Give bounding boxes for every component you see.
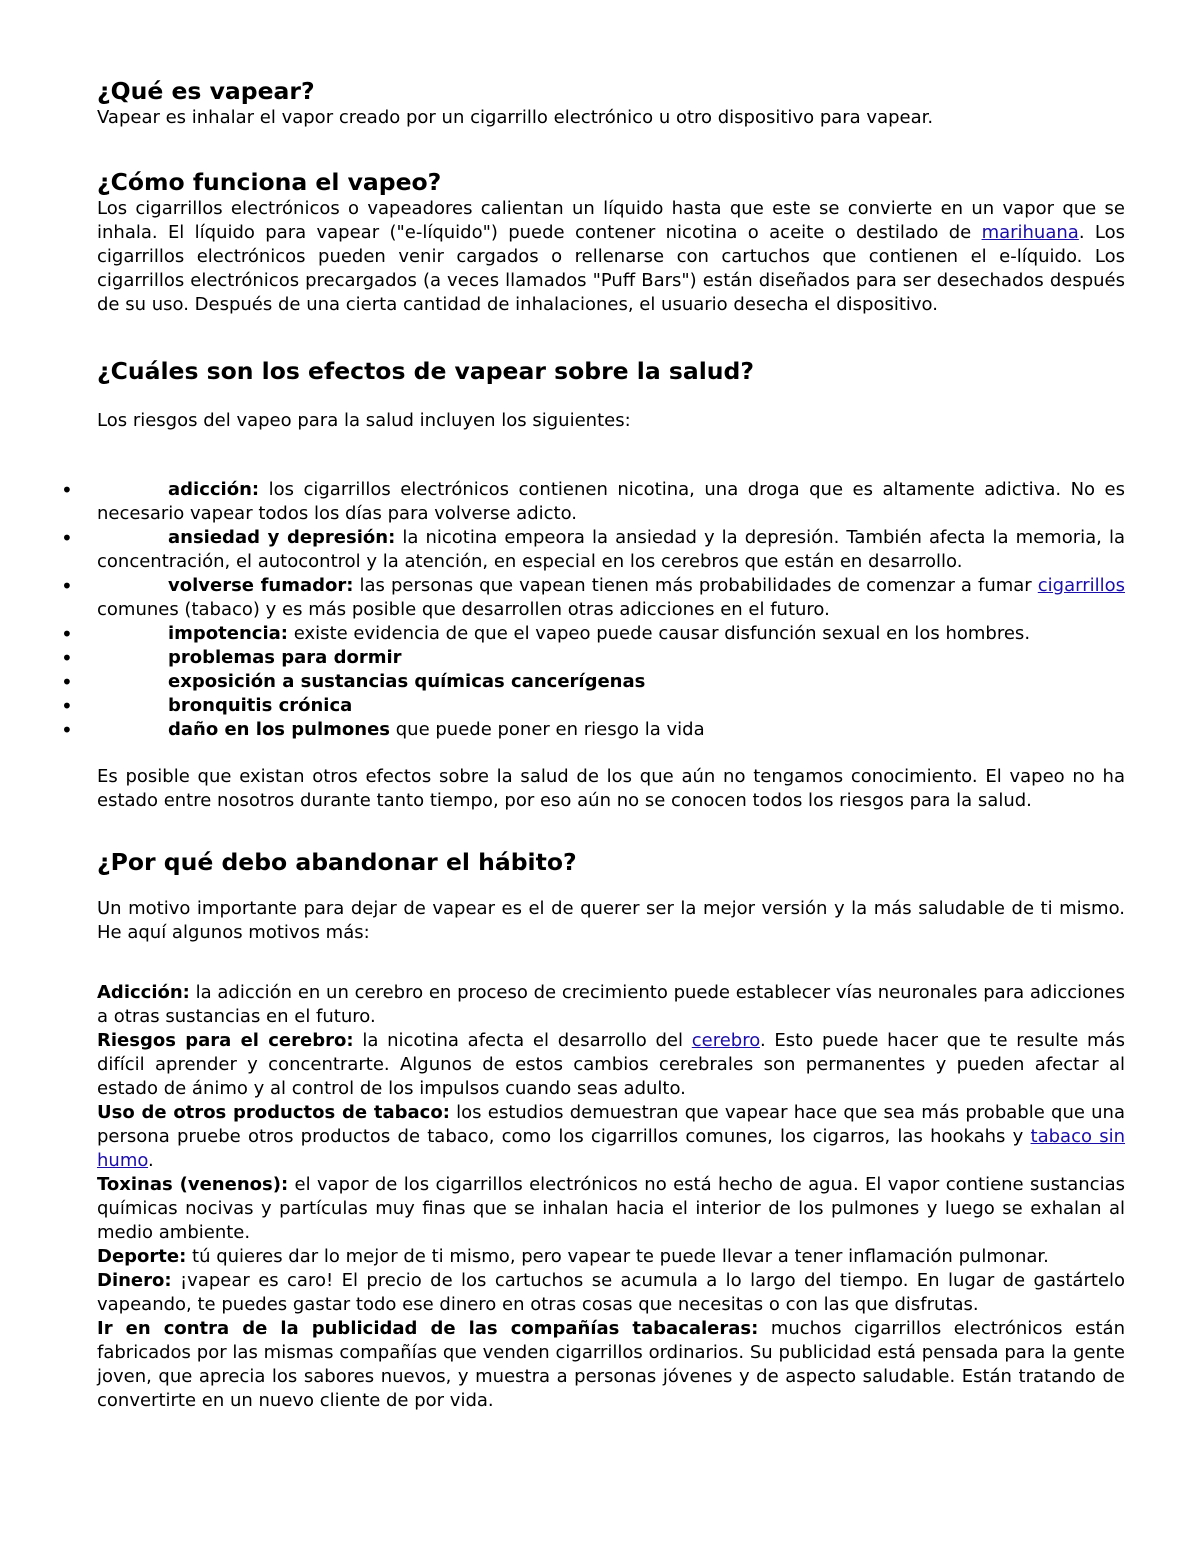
reason-text: ¡vapear es caro! El precio de los cartuchos se acumula a lo largo del tiempo. En lugar de gastártelo vapeando, te puedes gastar todo ese dinero en otras cosas que necesitas o con las que disfrutas. — [97, 1270, 1125, 1315]
list-item — [97, 574, 1125, 622]
list-item — [97, 478, 1125, 526]
list-item-label: impotencia: — [168, 623, 288, 644]
paragraph-que-es-vapear: Vapear es inhalar el vapor creado por un cigarrillo electrónico u otro dispositivo para vapear. — [97, 107, 934, 128]
reason-text: la nicotina afecta el desarrollo del — [353, 1030, 692, 1051]
document-page — [97, 76, 1125, 1413]
reason-item — [97, 1317, 1125, 1413]
link-cerebro[interactable]: cerebro — [691, 1030, 760, 1051]
list-item-text: los cigarrillos electrónicos contienen nicotina, una droga que es altamente adictiva. No es necesario vapear todos los días para volverse adicto. — [97, 479, 1125, 524]
link-marihuana[interactable]: marihuana — [981, 222, 1079, 243]
risks-list — [97, 478, 1125, 742]
list-item — [97, 646, 1125, 670]
reason-text: el vapor de los cigarrillos electrónicos no está hecho de agua. El vapor contiene sustancias químicas nocivas y partículas muy finas que se inhalan hacia el interior de los pulmones y luego se exhalan al medio ambiente. — [97, 1174, 1125, 1243]
list-item-label: exposición a sustancias químicas cancerígenas — [168, 671, 646, 692]
heading-como-funciona: ¿Cómo funciona el vapeo? — [97, 168, 442, 196]
reason-label: Adicción: — [97, 982, 190, 1003]
paragraph-text: . Los cigarrillos electrónicos pueden venir cargados o rellenarse con cartuchos que contienen el e-líquido. Los cigarrillos electrónicos precargados (a veces llamados "Puff Bars") están diseñados para ser desechados después de su uso. Después de una cierta cantidad de inhalaciones, el usuario desecha el dispositivo. — [97, 222, 1125, 315]
reason-item — [97, 981, 1125, 1029]
list-item-label: daño en los pulmones — [168, 719, 391, 740]
reason-text: la adicción en un cerebro en proceso de crecimiento puede establecer vías neuronales para adicciones a otras sustancias en el futuro. — [97, 982, 1125, 1027]
reason-label: Riesgos para el cerebro: — [97, 1030, 354, 1051]
list-item-label: bronquitis crónica — [168, 695, 353, 716]
reasons-block — [97, 981, 1125, 1413]
reason-label: Dinero: — [97, 1270, 172, 1291]
list-item-text: las personas que vapean tienen más probabilidades de comenzar a fumar — [353, 575, 1038, 596]
list-item — [97, 718, 1125, 742]
reason-text: tú quieres dar lo mejor de ti mismo, pero vapear te puede llevar a tener inflamación pulmonar. — [186, 1246, 1049, 1267]
reason-text: . Esto puede hacer que te resulte más difícil aprender y concentrarte. Algunos de estos cambios cerebrales son permanentes y pueden afectar al estado de ánimo y al control de los impulsos cuando seas adulto. — [97, 1030, 1125, 1099]
list-item-text: existe evidencia de que el vapeo puede causar disfunción sexual en los hombres. — [288, 623, 1031, 644]
list-item — [97, 694, 1125, 718]
reason-text: los estudios demuestran que vapear hace que sea más probable que una persona pruebe otros productos de tabaco, como los cigarrillos comunes, los cigarros, las hookahs y — [97, 1102, 1125, 1147]
list-item — [97, 622, 1125, 646]
list-item-text: la nicotina empeora la ansiedad y la depresión. También afecta la memoria, la concentración, el autocontrol y la atención, en especial en los cerebros que están en desarrollo. — [97, 527, 1125, 572]
paragraph-como-funciona — [97, 197, 1125, 317]
reason-text: muchos cigarrillos electrónicos están fabricados por las mismas compañías que venden cigarrillos ordinarios. Su publicidad está pensada para la gente joven, que aprecia los sabores nuevos, y muestra a personas jóvenes y de aspecto saludable. Están tratando de convertirte en un nuevo cliente de por vida. — [97, 1318, 1125, 1411]
list-item-text: comunes (tabaco) y es más posible que desarrollen otras adicciones en el futuro. — [97, 599, 830, 620]
reason-label: Toxinas (venenos): — [97, 1174, 289, 1195]
reason-item — [97, 1173, 1125, 1245]
reason-item — [97, 1269, 1125, 1317]
list-item-label: adicción: — [168, 479, 260, 500]
list-item-label: volverse fumador: — [168, 575, 354, 596]
list-item-label: ansiedad y depresión: — [168, 527, 396, 548]
paragraph-riesgos-intro: Los riesgos del vapeo para la salud incluyen los siguientes: — [97, 410, 631, 431]
reason-label: Ir en contra de la publicidad de las compañías tabacaleras: — [97, 1318, 759, 1339]
link-tabaco-sin-humo[interactable]: tabaco sin humo — [97, 1126, 1125, 1171]
reason-item — [97, 1245, 1125, 1269]
reason-item — [97, 1029, 1125, 1101]
heading-que-es-vapear: ¿Qué es vapear? — [97, 77, 315, 105]
heading-efectos-salud: ¿Cuáles son los efectos de vapear sobre la salud? — [97, 357, 754, 385]
reason-item — [97, 1101, 1125, 1173]
reason-label: Deporte: — [97, 1246, 187, 1267]
paragraph-otros-efectos: Es posible que existan otros efectos sobre la salud de los que aún no tengamos conocimiento. El vapeo no ha estado entre nosotros durante tanto tiempo, por eso aún no se conocen todos los riesgos para la salud. — [97, 766, 1125, 811]
reason-text: . — [148, 1150, 154, 1171]
list-item — [97, 526, 1125, 574]
paragraph-motivos-intro: Un motivo importante para dejar de vapear es el de querer ser la mejor versión y la más saludable de ti mismo. He aquí algunos motivos más: — [97, 898, 1125, 943]
reason-label: Uso de otros productos de tabaco: — [97, 1102, 450, 1123]
list-item-label: problemas para dormir — [168, 647, 402, 668]
paragraph-text: Los cigarrillos electrónicos o vapeadores calientan un líquido hasta que este se convierte en un vapor que se inhala. El líquido para vapear ("e-líquido") puede contener nicotina o aceite o destilado de — [97, 198, 1125, 243]
link-cigarrillos[interactable]: cigarrillos — [1037, 575, 1125, 596]
list-item-text: que puede poner en riesgo la vida — [390, 719, 705, 740]
heading-por-que-abandonar: ¿Por qué debo abandonar el hábito? — [97, 848, 577, 876]
list-item — [97, 670, 1125, 694]
